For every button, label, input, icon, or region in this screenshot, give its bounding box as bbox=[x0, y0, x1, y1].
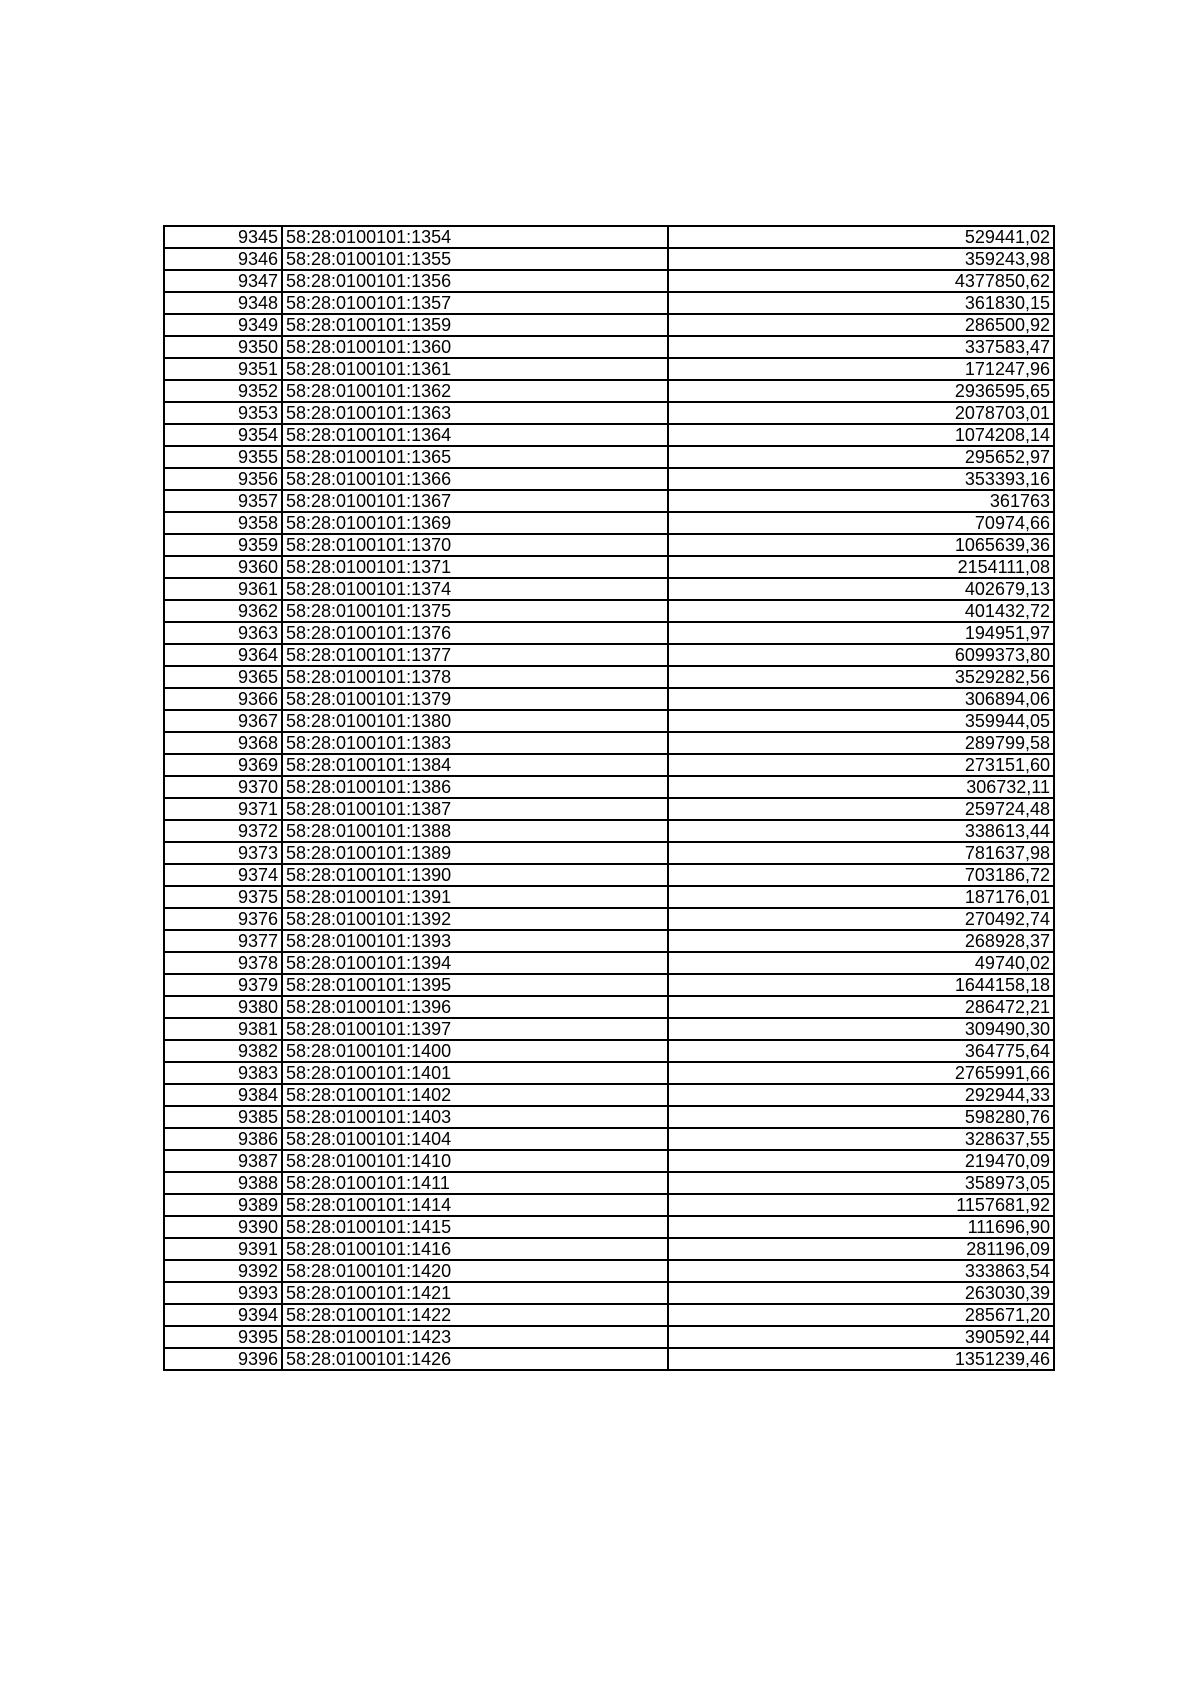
cadastral-value-cell: 1351239,46 bbox=[668, 1348, 1054, 1370]
cadastral-value-cell: 259724,48 bbox=[668, 798, 1054, 820]
row-number-cell: 9378 bbox=[164, 952, 282, 974]
cadastral-value-cell: 361830,15 bbox=[668, 292, 1054, 314]
table-row bbox=[164, 1172, 1054, 1194]
table-row bbox=[164, 1304, 1054, 1326]
cadastral-value-cell: 219470,09 bbox=[668, 1150, 1054, 1172]
table-row bbox=[164, 1326, 1054, 1348]
table-row bbox=[164, 886, 1054, 908]
row-number-cell: 9355 bbox=[164, 446, 282, 468]
cadastral-value-cell: 306732,11 bbox=[668, 776, 1054, 798]
cadastral-number-cell: 58:28:0100101:1402 bbox=[282, 1084, 668, 1106]
cadastral-value-cell: 390592,44 bbox=[668, 1326, 1054, 1348]
cadastral-value-cell: 598280,76 bbox=[668, 1106, 1054, 1128]
cadastral-value-table bbox=[163, 225, 1055, 1371]
cadastral-value-cell: 306894,06 bbox=[668, 688, 1054, 710]
cadastral-number-cell: 58:28:0100101:1422 bbox=[282, 1304, 668, 1326]
cadastral-number-cell: 58:28:0100101:1423 bbox=[282, 1326, 668, 1348]
cadastral-number-cell: 58:28:0100101:1374 bbox=[282, 578, 668, 600]
cadastral-number-cell: 58:28:0100101:1357 bbox=[282, 292, 668, 314]
cadastral-value-cell: 194951,97 bbox=[668, 622, 1054, 644]
cadastral-value-cell: 1074208,14 bbox=[668, 424, 1054, 446]
cadastral-number-cell: 58:28:0100101:1390 bbox=[282, 864, 668, 886]
table-row bbox=[164, 732, 1054, 754]
table-row bbox=[164, 1348, 1054, 1370]
cadastral-number-cell: 58:28:0100101:1394 bbox=[282, 952, 668, 974]
cadastral-number-cell: 58:28:0100101:1393 bbox=[282, 930, 668, 952]
cadastral-number-cell: 58:28:0100101:1354 bbox=[282, 226, 668, 248]
cadastral-value-cell: 270492,74 bbox=[668, 908, 1054, 930]
cadastral-value-cell: 338613,44 bbox=[668, 820, 1054, 842]
row-number-cell: 9357 bbox=[164, 490, 282, 512]
table-row bbox=[164, 622, 1054, 644]
cadastral-value-cell: 333863,54 bbox=[668, 1260, 1054, 1282]
cadastral-value-cell: 286472,21 bbox=[668, 996, 1054, 1018]
row-number-cell: 9347 bbox=[164, 270, 282, 292]
table-row bbox=[164, 1084, 1054, 1106]
table-body bbox=[164, 226, 1054, 1370]
table-row bbox=[164, 600, 1054, 622]
table-row bbox=[164, 556, 1054, 578]
table-row bbox=[164, 402, 1054, 424]
cadastral-number-cell: 58:28:0100101:1363 bbox=[282, 402, 668, 424]
table-row bbox=[164, 424, 1054, 446]
table-row bbox=[164, 644, 1054, 666]
cadastral-number-cell: 58:28:0100101:1388 bbox=[282, 820, 668, 842]
cadastral-value-cell: 2936595,65 bbox=[668, 380, 1054, 402]
cadastral-value-cell: 402679,13 bbox=[668, 578, 1054, 600]
cadastral-number-cell: 58:28:0100101:1384 bbox=[282, 754, 668, 776]
cadastral-value-cell: 111696,90 bbox=[668, 1216, 1054, 1238]
row-number-cell: 9376 bbox=[164, 908, 282, 930]
table-row bbox=[164, 842, 1054, 864]
row-number-cell: 9358 bbox=[164, 512, 282, 534]
cadastral-number-cell: 58:28:0100101:1421 bbox=[282, 1282, 668, 1304]
cadastral-value-cell: 171247,96 bbox=[668, 358, 1054, 380]
cadastral-number-cell: 58:28:0100101:1416 bbox=[282, 1238, 668, 1260]
cadastral-number-cell: 58:28:0100101:1371 bbox=[282, 556, 668, 578]
cadastral-number-cell: 58:28:0100101:1356 bbox=[282, 270, 668, 292]
table-row bbox=[164, 952, 1054, 974]
cadastral-value-cell: 3529282,56 bbox=[668, 666, 1054, 688]
cadastral-number-cell: 58:28:0100101:1387 bbox=[282, 798, 668, 820]
row-number-cell: 9351 bbox=[164, 358, 282, 380]
table-row bbox=[164, 468, 1054, 490]
table-row bbox=[164, 578, 1054, 600]
cadastral-value-cell: 295652,97 bbox=[668, 446, 1054, 468]
cadastral-value-cell: 359944,05 bbox=[668, 710, 1054, 732]
table-row bbox=[164, 864, 1054, 886]
row-number-cell: 9373 bbox=[164, 842, 282, 864]
row-number-cell: 9346 bbox=[164, 248, 282, 270]
cadastral-number-cell: 58:28:0100101:1420 bbox=[282, 1260, 668, 1282]
cadastral-value-cell: 2154111,08 bbox=[668, 556, 1054, 578]
table-row bbox=[164, 974, 1054, 996]
cadastral-value-cell: 1644158,18 bbox=[668, 974, 1054, 996]
table-row bbox=[164, 754, 1054, 776]
row-number-cell: 9395 bbox=[164, 1326, 282, 1348]
table-row bbox=[164, 1260, 1054, 1282]
row-number-cell: 9359 bbox=[164, 534, 282, 556]
table-row bbox=[164, 248, 1054, 270]
row-number-cell: 9356 bbox=[164, 468, 282, 490]
table-row bbox=[164, 820, 1054, 842]
cadastral-number-cell: 58:28:0100101:1379 bbox=[282, 688, 668, 710]
table-row bbox=[164, 798, 1054, 820]
cadastral-number-cell: 58:28:0100101:1370 bbox=[282, 534, 668, 556]
cadastral-number-cell: 58:28:0100101:1400 bbox=[282, 1040, 668, 1062]
table-row bbox=[164, 380, 1054, 402]
row-number-cell: 9366 bbox=[164, 688, 282, 710]
cadastral-number-cell: 58:28:0100101:1415 bbox=[282, 1216, 668, 1238]
table-row bbox=[164, 270, 1054, 292]
table-row bbox=[164, 1238, 1054, 1260]
row-number-cell: 9367 bbox=[164, 710, 282, 732]
row-number-cell: 9381 bbox=[164, 1018, 282, 1040]
cadastral-number-cell: 58:28:0100101:1389 bbox=[282, 842, 668, 864]
cadastral-number-cell: 58:28:0100101:1391 bbox=[282, 886, 668, 908]
table-row bbox=[164, 490, 1054, 512]
cadastral-number-cell: 58:28:0100101:1426 bbox=[282, 1348, 668, 1370]
table-row bbox=[164, 446, 1054, 468]
table-row bbox=[164, 908, 1054, 930]
table-row bbox=[164, 996, 1054, 1018]
row-number-cell: 9396 bbox=[164, 1348, 282, 1370]
table-row bbox=[164, 666, 1054, 688]
table-row bbox=[164, 1128, 1054, 1150]
row-number-cell: 9386 bbox=[164, 1128, 282, 1150]
table-row bbox=[164, 1062, 1054, 1084]
cadastral-value-cell: 285671,20 bbox=[668, 1304, 1054, 1326]
row-number-cell: 9380 bbox=[164, 996, 282, 1018]
row-number-cell: 9363 bbox=[164, 622, 282, 644]
cadastral-number-cell: 58:28:0100101:1392 bbox=[282, 908, 668, 930]
cadastral-number-cell: 58:28:0100101:1397 bbox=[282, 1018, 668, 1040]
cadastral-value-cell: 1157681,92 bbox=[668, 1194, 1054, 1216]
cadastral-number-cell: 58:28:0100101:1360 bbox=[282, 336, 668, 358]
cadastral-value-cell: 49740,02 bbox=[668, 952, 1054, 974]
row-number-cell: 9394 bbox=[164, 1304, 282, 1326]
row-number-cell: 9374 bbox=[164, 864, 282, 886]
table-row bbox=[164, 1150, 1054, 1172]
row-number-cell: 9377 bbox=[164, 930, 282, 952]
row-number-cell: 9390 bbox=[164, 1216, 282, 1238]
row-number-cell: 9350 bbox=[164, 336, 282, 358]
cadastral-number-cell: 58:28:0100101:1401 bbox=[282, 1062, 668, 1084]
table-row bbox=[164, 336, 1054, 358]
cadastral-value-cell: 70974,66 bbox=[668, 512, 1054, 534]
cadastral-number-cell: 58:28:0100101:1359 bbox=[282, 314, 668, 336]
row-number-cell: 9370 bbox=[164, 776, 282, 798]
cadastral-value-cell: 289799,58 bbox=[668, 732, 1054, 754]
cadastral-value-cell: 401432,72 bbox=[668, 600, 1054, 622]
cadastral-value-cell: 781637,98 bbox=[668, 842, 1054, 864]
cadastral-value-cell: 359243,98 bbox=[668, 248, 1054, 270]
cadastral-number-cell: 58:28:0100101:1364 bbox=[282, 424, 668, 446]
row-number-cell: 9348 bbox=[164, 292, 282, 314]
cadastral-value-cell: 2765991,66 bbox=[668, 1062, 1054, 1084]
cadastral-value-cell: 187176,01 bbox=[668, 886, 1054, 908]
row-number-cell: 9345 bbox=[164, 226, 282, 248]
cadastral-value-cell: 364775,64 bbox=[668, 1040, 1054, 1062]
table-row bbox=[164, 1040, 1054, 1062]
cadastral-value-cell: 529441,02 bbox=[668, 226, 1054, 248]
cadastral-value-cell: 286500,92 bbox=[668, 314, 1054, 336]
row-number-cell: 9391 bbox=[164, 1238, 282, 1260]
cadastral-number-cell: 58:28:0100101:1403 bbox=[282, 1106, 668, 1128]
cadastral-number-cell: 58:28:0100101:1375 bbox=[282, 600, 668, 622]
row-number-cell: 9354 bbox=[164, 424, 282, 446]
table-row bbox=[164, 930, 1054, 952]
row-number-cell: 9352 bbox=[164, 380, 282, 402]
cadastral-number-cell: 58:28:0100101:1355 bbox=[282, 248, 668, 270]
row-number-cell: 9365 bbox=[164, 666, 282, 688]
cadastral-number-cell: 58:28:0100101:1404 bbox=[282, 1128, 668, 1150]
row-number-cell: 9368 bbox=[164, 732, 282, 754]
cadastral-value-cell: 309490,30 bbox=[668, 1018, 1054, 1040]
cadastral-number-cell: 58:28:0100101:1396 bbox=[282, 996, 668, 1018]
row-number-cell: 9393 bbox=[164, 1282, 282, 1304]
row-number-cell: 9375 bbox=[164, 886, 282, 908]
cadastral-number-cell: 58:28:0100101:1410 bbox=[282, 1150, 668, 1172]
cadastral-number-cell: 58:28:0100101:1411 bbox=[282, 1172, 668, 1194]
cadastral-value-cell: 1065639,36 bbox=[668, 534, 1054, 556]
table-row bbox=[164, 358, 1054, 380]
table-row bbox=[164, 512, 1054, 534]
row-number-cell: 9372 bbox=[164, 820, 282, 842]
cadastral-value-cell: 4377850,62 bbox=[668, 270, 1054, 292]
cadastral-number-cell: 58:28:0100101:1378 bbox=[282, 666, 668, 688]
row-number-cell: 9360 bbox=[164, 556, 282, 578]
row-number-cell: 9362 bbox=[164, 600, 282, 622]
cadastral-value-cell: 292944,33 bbox=[668, 1084, 1054, 1106]
cadastral-number-cell: 58:28:0100101:1369 bbox=[282, 512, 668, 534]
table-row bbox=[164, 534, 1054, 556]
row-number-cell: 9389 bbox=[164, 1194, 282, 1216]
table-row bbox=[164, 710, 1054, 732]
cadastral-number-cell: 58:28:0100101:1376 bbox=[282, 622, 668, 644]
table-row bbox=[164, 1018, 1054, 1040]
row-number-cell: 9387 bbox=[164, 1150, 282, 1172]
cadastral-value-cell: 358973,05 bbox=[668, 1172, 1054, 1194]
cadastral-number-cell: 58:28:0100101:1362 bbox=[282, 380, 668, 402]
cadastral-value-cell: 2078703,01 bbox=[668, 402, 1054, 424]
row-number-cell: 9383 bbox=[164, 1062, 282, 1084]
row-number-cell: 9384 bbox=[164, 1084, 282, 1106]
table-row bbox=[164, 226, 1054, 248]
table-row bbox=[164, 1282, 1054, 1304]
cadastral-number-cell: 58:28:0100101:1361 bbox=[282, 358, 668, 380]
row-number-cell: 9369 bbox=[164, 754, 282, 776]
cadastral-number-cell: 58:28:0100101:1366 bbox=[282, 468, 668, 490]
table-row bbox=[164, 1194, 1054, 1216]
row-number-cell: 9385 bbox=[164, 1106, 282, 1128]
cadastral-value-cell: 361763 bbox=[668, 490, 1054, 512]
cadastral-value-cell: 337583,47 bbox=[668, 336, 1054, 358]
table-row bbox=[164, 1216, 1054, 1238]
cadastral-value-cell: 328637,55 bbox=[668, 1128, 1054, 1150]
cadastral-number-cell: 58:28:0100101:1365 bbox=[282, 446, 668, 468]
cadastral-value-cell: 281196,09 bbox=[668, 1238, 1054, 1260]
cadastral-value-cell: 6099373,80 bbox=[668, 644, 1054, 666]
row-number-cell: 9382 bbox=[164, 1040, 282, 1062]
row-number-cell: 9392 bbox=[164, 1260, 282, 1282]
row-number-cell: 9349 bbox=[164, 314, 282, 336]
cadastral-value-cell: 268928,37 bbox=[668, 930, 1054, 952]
row-number-cell: 9364 bbox=[164, 644, 282, 666]
cadastral-value-cell: 703186,72 bbox=[668, 864, 1054, 886]
cadastral-number-cell: 58:28:0100101:1383 bbox=[282, 732, 668, 754]
cadastral-number-cell: 58:28:0100101:1380 bbox=[282, 710, 668, 732]
row-number-cell: 9361 bbox=[164, 578, 282, 600]
row-number-cell: 9388 bbox=[164, 1172, 282, 1194]
cadastral-number-cell: 58:28:0100101:1367 bbox=[282, 490, 668, 512]
row-number-cell: 9371 bbox=[164, 798, 282, 820]
cadastral-value-cell: 273151,60 bbox=[668, 754, 1054, 776]
cadastral-number-cell: 58:28:0100101:1414 bbox=[282, 1194, 668, 1216]
cadastral-number-cell: 58:28:0100101:1377 bbox=[282, 644, 668, 666]
table-row bbox=[164, 1106, 1054, 1128]
cadastral-number-cell: 58:28:0100101:1395 bbox=[282, 974, 668, 996]
cadastral-number-cell: 58:28:0100101:1386 bbox=[282, 776, 668, 798]
row-number-cell: 9379 bbox=[164, 974, 282, 996]
table-row bbox=[164, 688, 1054, 710]
table-row bbox=[164, 292, 1054, 314]
cadastral-value-cell: 263030,39 bbox=[668, 1282, 1054, 1304]
cadastral-value-cell: 353393,16 bbox=[668, 468, 1054, 490]
table-row bbox=[164, 776, 1054, 798]
table-row bbox=[164, 314, 1054, 336]
row-number-cell: 9353 bbox=[164, 402, 282, 424]
